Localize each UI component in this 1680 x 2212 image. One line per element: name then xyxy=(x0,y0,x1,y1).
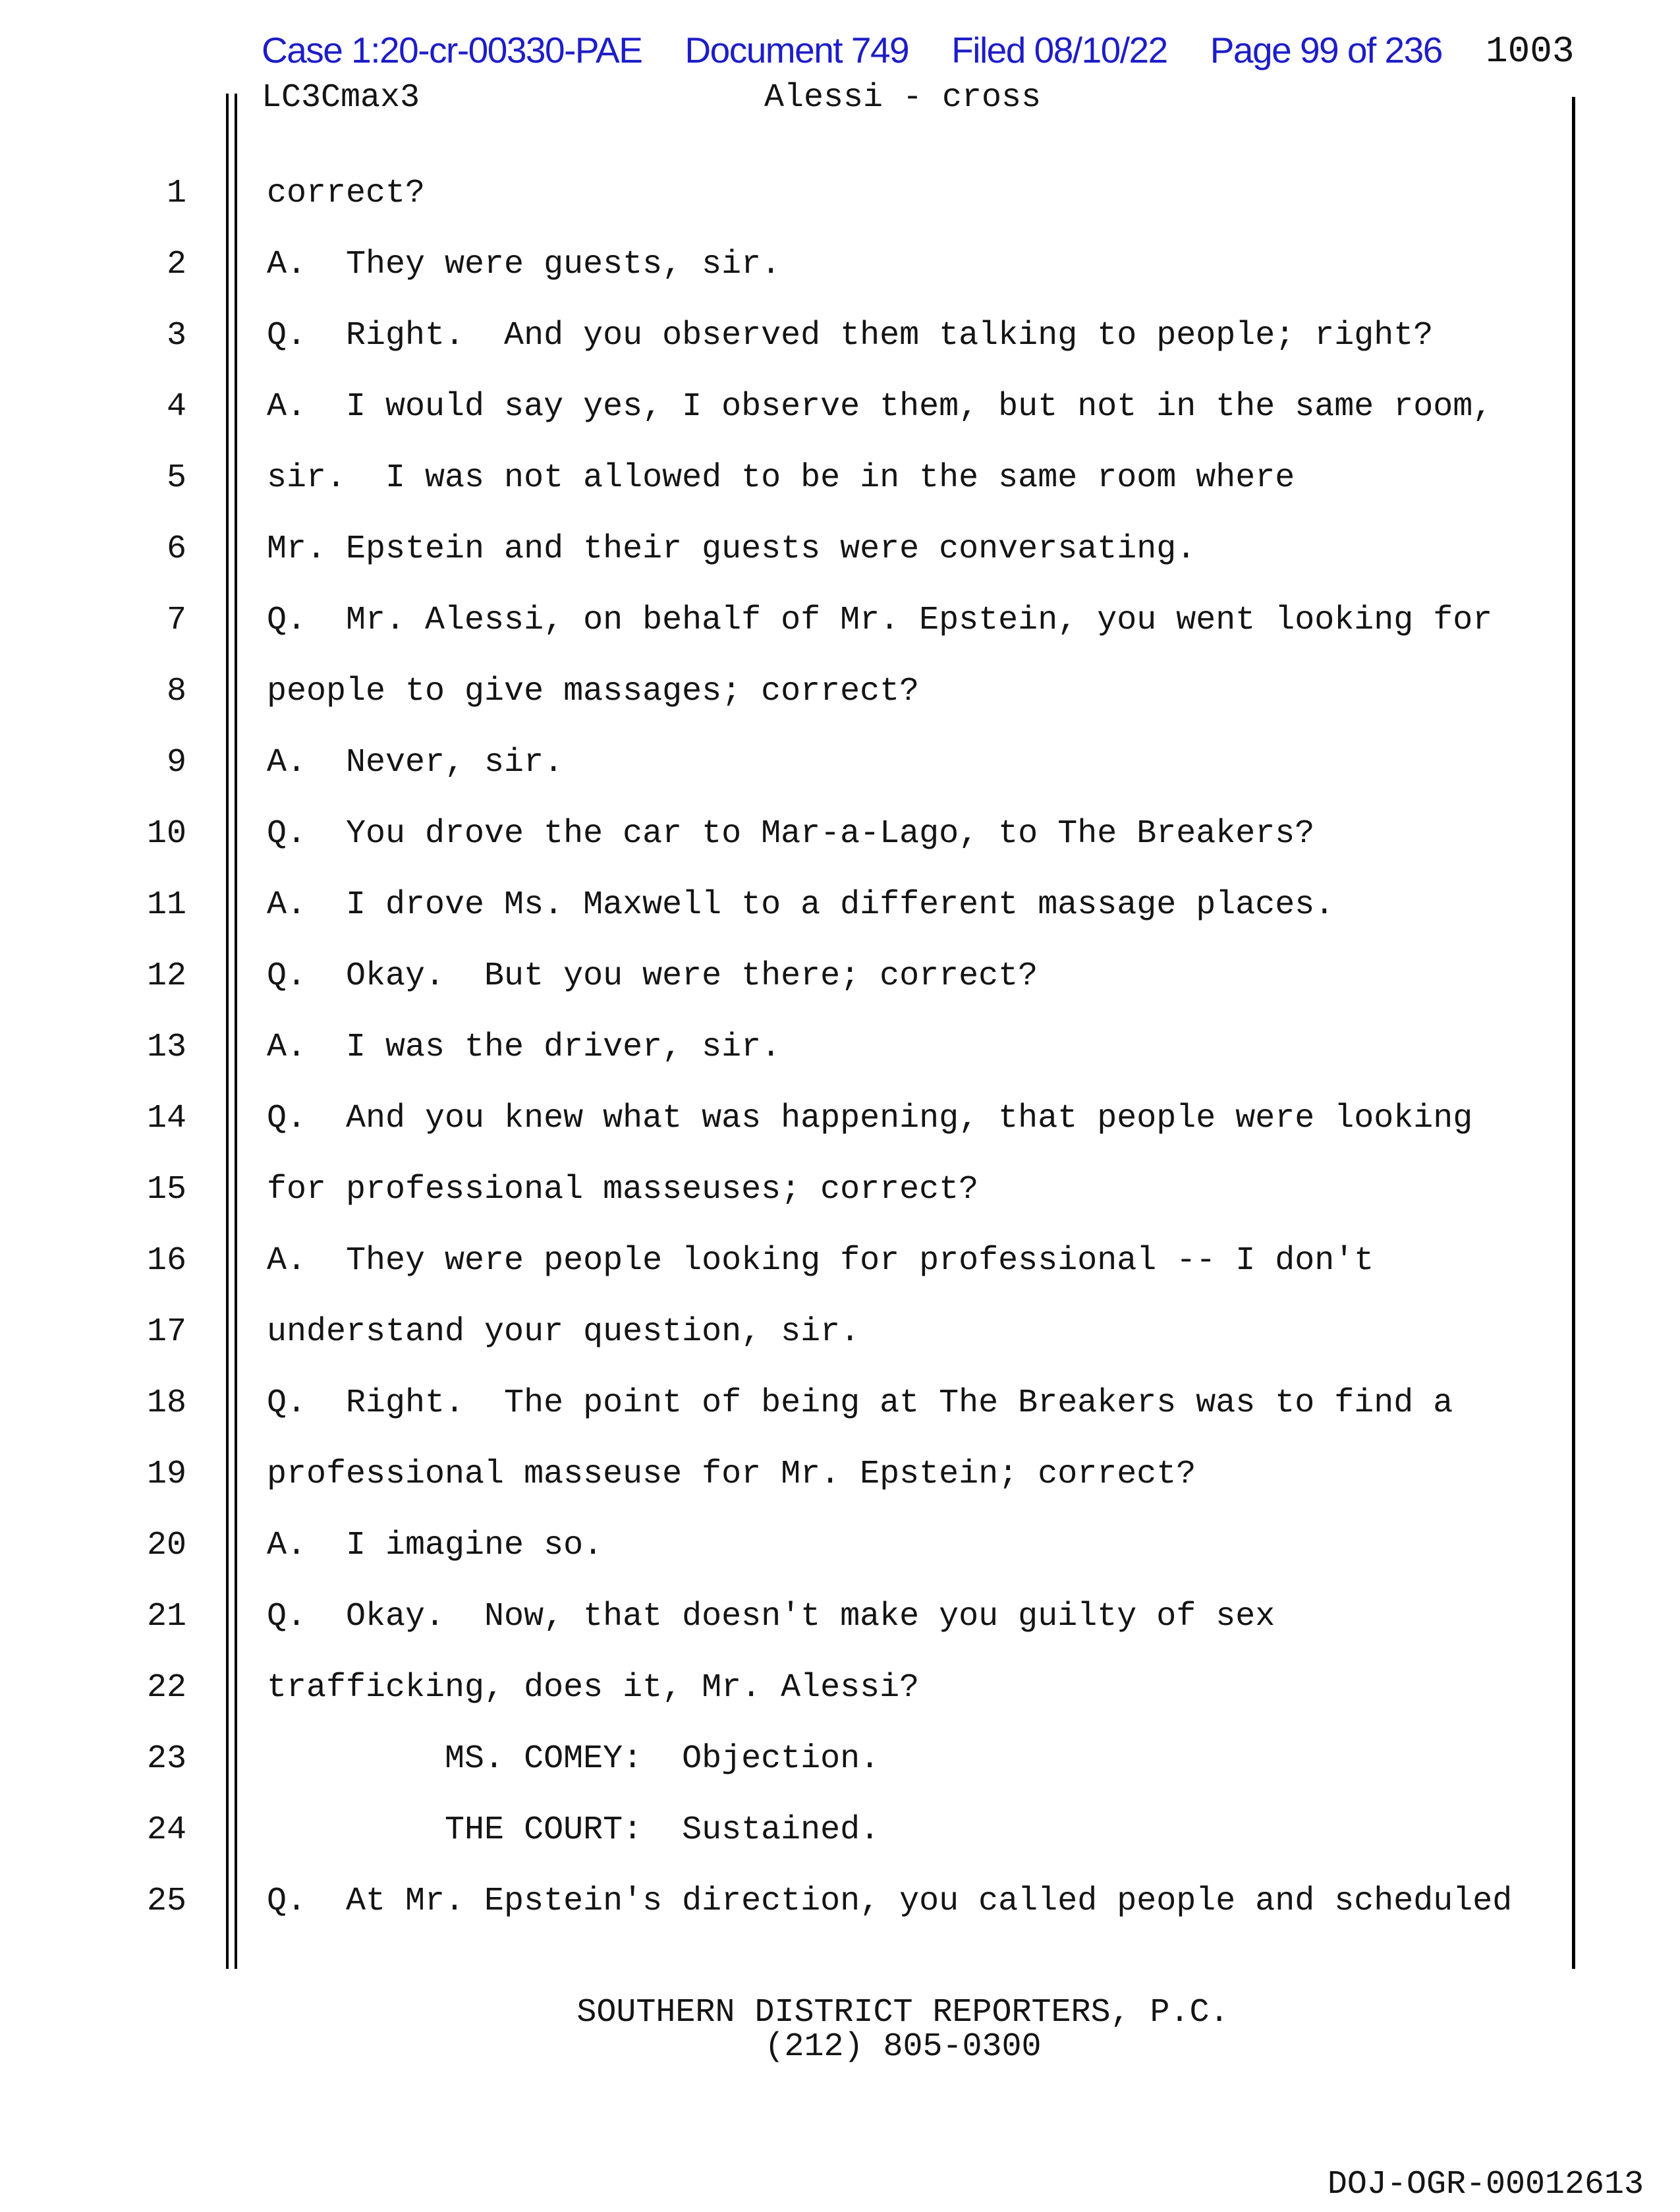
line-number: 7 xyxy=(166,602,186,639)
line-text: A. I imagine so. xyxy=(267,1527,603,1564)
proceeding-title: Alessi - cross xyxy=(764,79,1042,117)
line-text: A. They were guests, sir. xyxy=(267,246,781,283)
line-text: understand your question, sir. xyxy=(267,1313,860,1351)
line-number: 2 xyxy=(166,246,186,283)
line-number: 18 xyxy=(146,1384,186,1422)
line-number: 14 xyxy=(146,1100,186,1137)
line-text: Q. Right. The point of being at The Breakers was to find a xyxy=(267,1384,1453,1422)
transcript-row xyxy=(0,1171,1680,1209)
line-text: Mr. Epstein and their guests were conversating. xyxy=(267,530,1196,568)
transcript-row xyxy=(0,1029,1680,1067)
line-text: correct? xyxy=(267,175,426,212)
transcript-row xyxy=(0,815,1680,853)
transcript-row xyxy=(0,602,1680,640)
line-number: 17 xyxy=(146,1313,186,1351)
line-text: trafficking, does it, Mr. Alessi? xyxy=(267,1669,920,1707)
transcript-row xyxy=(0,1598,1680,1636)
line-number: 22 xyxy=(146,1669,186,1707)
transcript-row xyxy=(0,957,1680,996)
transcript-row xyxy=(0,1740,1680,1778)
transcript-row xyxy=(0,886,1680,924)
line-text: Q. Okay. But you were there; correct? xyxy=(267,957,1038,995)
line-number: 4 xyxy=(166,388,186,426)
line-text: Q. Okay. Now, that doesn't make you guilty of sex xyxy=(267,1598,1275,1635)
line-text: Q. You drove the car to Mar-a-Lago, to The Breakers? xyxy=(267,815,1315,853)
transcript-row xyxy=(0,317,1680,355)
line-number: 25 xyxy=(146,1883,186,1920)
line-number: 5 xyxy=(166,459,186,497)
line-text: Q. Mr. Alessi, on behalf of Mr. Epstein, you went looking for xyxy=(267,602,1493,639)
line-text: for professional masseuses; correct? xyxy=(267,1171,979,1208)
line-text: A. They were people looking for professional -- I don't xyxy=(267,1242,1374,1280)
line-text: Q. At Mr. Epstein's direction, you called people and scheduled xyxy=(267,1883,1513,1920)
transcript-row xyxy=(0,1313,1680,1351)
line-number: 10 xyxy=(146,815,186,853)
transcript-session-id: LC3Cmax3 xyxy=(262,79,420,117)
line-number: 3 xyxy=(166,317,186,354)
bates-number: DOJ-OGR-00012613 xyxy=(1327,2166,1644,2203)
transcript-row xyxy=(0,1811,1680,1850)
transcript-row xyxy=(0,1100,1680,1138)
line-text: A. I would say yes, I observe them, but not in the same room, xyxy=(267,388,1493,426)
transcript-row xyxy=(0,1527,1680,1565)
line-number: 21 xyxy=(146,1598,186,1635)
line-text: A. I was the driver, sir. xyxy=(267,1029,781,1066)
line-number: 12 xyxy=(146,957,186,995)
line-text: Q. Right. And you observed them talking to people; right? xyxy=(267,317,1434,354)
line-number: 19 xyxy=(146,1456,186,1493)
transcript-row xyxy=(0,673,1680,711)
line-number: 11 xyxy=(146,886,186,924)
reporter-phone: (212) 805-0300 xyxy=(764,2028,1042,2066)
transcript-row xyxy=(0,1883,1680,1921)
line-number: 8 xyxy=(166,673,186,710)
transcript-row xyxy=(0,459,1680,497)
line-text: professional masseuse for Mr. Epstein; correct? xyxy=(267,1456,1196,1493)
filed-date: Filed 08/10/22 xyxy=(951,30,1167,71)
line-number: 16 xyxy=(146,1242,186,1280)
line-number: 9 xyxy=(166,744,186,781)
transcript-row xyxy=(0,1384,1680,1423)
document-number: Document 749 xyxy=(685,30,909,71)
transcript-row xyxy=(0,388,1680,426)
line-number: 24 xyxy=(146,1811,186,1849)
line-text: A. Never, sir. xyxy=(267,744,564,781)
line-number: 15 xyxy=(146,1171,186,1208)
transcript-row xyxy=(0,175,1680,213)
line-text: Q. And you knew what was happening, that people were looking xyxy=(267,1100,1473,1137)
line-number: 13 xyxy=(146,1029,186,1066)
line-number: 6 xyxy=(166,530,186,568)
transcript-row xyxy=(0,1456,1680,1494)
transcript-row xyxy=(0,530,1680,569)
case-number: Case 1:20-cr-00330-PAE xyxy=(262,30,642,71)
line-number: 1 xyxy=(166,175,186,212)
reporter-name: SOUTHERN DISTRICT REPORTERS, P.C. xyxy=(576,1994,1229,2031)
transcript-row xyxy=(0,246,1680,284)
transcript-page-number: 1003 xyxy=(1486,30,1575,72)
line-text: sir. I was not allowed to be in the same room where xyxy=(267,459,1295,497)
page-of-count: Page 99 of 236 xyxy=(1210,30,1442,71)
line-text: MS. COMEY: Objection. xyxy=(267,1740,880,1778)
line-number: 20 xyxy=(146,1527,186,1564)
line-text: A. I drove Ms. Maxwell to a different massage places. xyxy=(267,886,1335,924)
line-number: 23 xyxy=(146,1740,186,1778)
transcript-row xyxy=(0,744,1680,782)
line-text: THE COURT: Sustained. xyxy=(267,1811,880,1849)
transcript-row xyxy=(0,1669,1680,1707)
line-text: people to give massages; correct? xyxy=(267,673,920,710)
transcript-row xyxy=(0,1242,1680,1280)
